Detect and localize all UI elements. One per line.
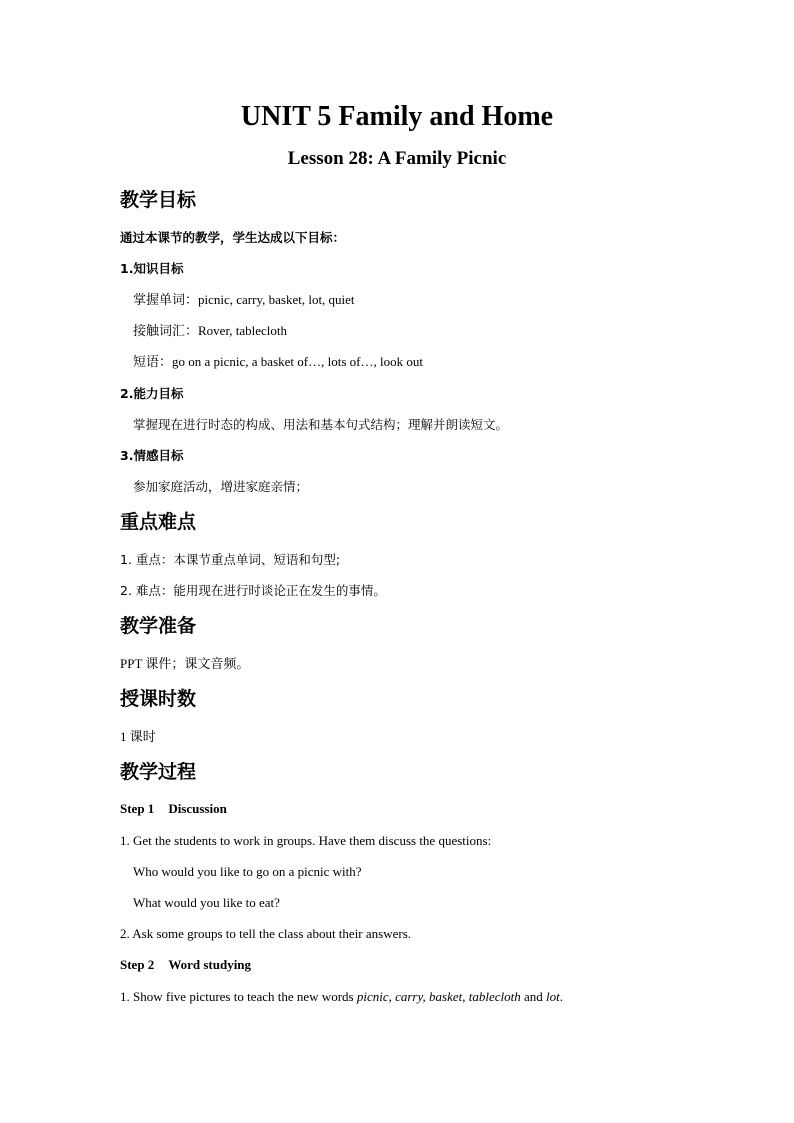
- ability-text: 掌握现在进行时态的构成、用法和基本句式结构；理解并朗读短文。: [133, 417, 509, 432]
- step1-item-1: 1. Get the students to work in groups. Have them discuss the questions:: [120, 833, 492, 848]
- step2-item1-last: lot: [546, 989, 560, 1004]
- emotion-heading: 3.情感目标: [120, 448, 184, 463]
- step2-label: Step 2: [120, 957, 155, 972]
- objectives-intro: 通过本课节的教学，学生达成以下目标：: [120, 230, 346, 245]
- step1-item-2: 2. Ask some groups to tell the class about their answers.: [120, 926, 412, 941]
- step1-question-2: What would you like to eat?: [133, 895, 280, 910]
- phrases: 短语：go on a picnic, a basket of…, lots of…, look out: [133, 354, 423, 369]
- step1-title: Discussion: [168, 801, 227, 816]
- unit-title: UNIT 5 Family and Home: [240, 101, 554, 132]
- vocab-master: 掌握单词：picnic, carry, basket, lot, quiet: [133, 292, 355, 307]
- emotion-text: 参加家庭活动，增进家庭亲情；: [133, 479, 309, 494]
- preparation-text: PPT 课件；课文音频。: [120, 656, 250, 671]
- step2-item1-words: picnic, carry, basket, tablecloth: [356, 989, 521, 1004]
- step2-item1-end: .: [559, 989, 564, 1004]
- knowledge-heading: 1.知识目标: [120, 261, 184, 276]
- hours-text: 1 课时: [120, 729, 156, 744]
- objectives-heading: 教学目标: [120, 189, 197, 211]
- step2-heading: [120, 956, 251, 974]
- ability-heading: 2.能力目标: [120, 386, 184, 401]
- step1-label: Step 1: [120, 801, 155, 816]
- hours-heading: 授课时数: [120, 688, 197, 710]
- preparation-heading: 教学准备: [120, 615, 197, 637]
- step1-heading: [120, 800, 227, 818]
- vocab-contact: 接触词汇：Rover, tablecloth: [133, 323, 288, 338]
- step2-item1-pre: 1. Show five pictures to teach the new words: [120, 989, 357, 1004]
- step1-question-1: Who would you like to go on a picnic with?: [133, 864, 362, 879]
- key-points-heading: 重点难点: [120, 511, 197, 533]
- key-point-2: 2. 难点：能用现在进行时谈论正在发生的事情。: [120, 583, 386, 598]
- step2-item-1: [120, 988, 563, 1006]
- key-point-1: 1. 重点：本课节重点单词、短语和句型;: [120, 552, 341, 567]
- lesson-subtitle: Lesson 28: A Family Picnic: [287, 148, 507, 169]
- step2-item1-and: and: [520, 989, 547, 1004]
- step2-title: Word studying: [168, 957, 252, 972]
- process-heading: 教学过程: [120, 761, 197, 783]
